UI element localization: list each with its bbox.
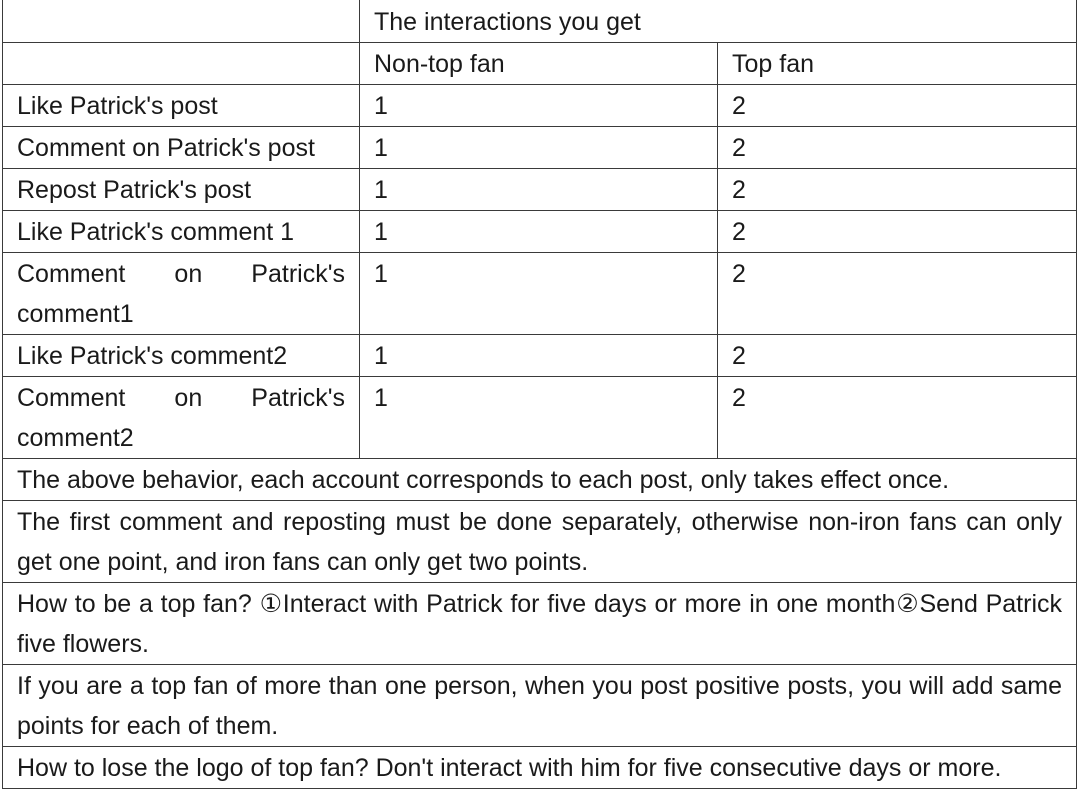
- table-row: [3, 211, 1077, 253]
- table-row: [3, 377, 1077, 459]
- top-value: 2: [718, 127, 1077, 169]
- note-row: [3, 747, 1077, 789]
- non-top-value: 1: [360, 377, 718, 459]
- note-row: [3, 583, 1077, 665]
- action-cell: Comment on Patrick's post: [3, 127, 360, 169]
- table-row: [3, 127, 1077, 169]
- non-top-value: 1: [360, 335, 718, 377]
- header-group-cell: The interactions you get: [360, 0, 1077, 43]
- top-value: 2: [718, 85, 1077, 127]
- header-action-cell: [3, 43, 360, 85]
- non-top-value: 1: [360, 127, 718, 169]
- action-cell: Like Patrick's post: [3, 85, 360, 127]
- note-cell: If you are a top fan of more than one person, when you post positive posts, you will add same points for each of them.: [3, 665, 1077, 747]
- table-row: [3, 169, 1077, 211]
- table-header-row: [3, 43, 1077, 85]
- note-row: [3, 665, 1077, 747]
- note-cell: The above behavior, each account corresponds to each post, only takes effect once.: [3, 459, 1077, 501]
- non-top-value: 1: [360, 253, 718, 335]
- non-top-value: 1: [360, 85, 718, 127]
- action-cell: Like Patrick's comment 1: [3, 211, 360, 253]
- action-cell: Comment on Patrick's comment1: [3, 253, 360, 335]
- non-top-value: 1: [360, 169, 718, 211]
- action-cell: Comment on Patrick's comment2: [3, 377, 360, 459]
- action-cell: Like Patrick's comment2: [3, 335, 360, 377]
- table-row: [3, 335, 1077, 377]
- note-cell: How to lose the logo of top fan? Don't interact with him for five consecutive days or more.: [3, 747, 1077, 789]
- top-value: 2: [718, 253, 1077, 335]
- non-top-value: 1: [360, 211, 718, 253]
- table-header-group-row: [3, 0, 1077, 43]
- note-row: [3, 501, 1077, 583]
- table-row: [3, 253, 1077, 335]
- top-value: 2: [718, 211, 1077, 253]
- action-cell: Repost Patrick's post: [3, 169, 360, 211]
- top-value: 2: [718, 169, 1077, 211]
- fan-interactions-table: [2, 0, 1077, 789]
- header-non-top-fan: Non-top fan: [360, 43, 718, 85]
- note-row: [3, 459, 1077, 501]
- header-top-fan: Top fan: [718, 43, 1077, 85]
- table-row: [3, 85, 1077, 127]
- top-value: 2: [718, 335, 1077, 377]
- note-cell: The first comment and reposting must be done separately, otherwise non-iron fans can only get one point, and iron fans can only get two points.: [3, 501, 1077, 583]
- top-value: 2: [718, 377, 1077, 459]
- header-empty-cell: [3, 0, 360, 43]
- note-cell: How to be a top fan? ①Interact with Patrick for five days or more in one month②Send Patrick five flowers.: [3, 583, 1077, 665]
